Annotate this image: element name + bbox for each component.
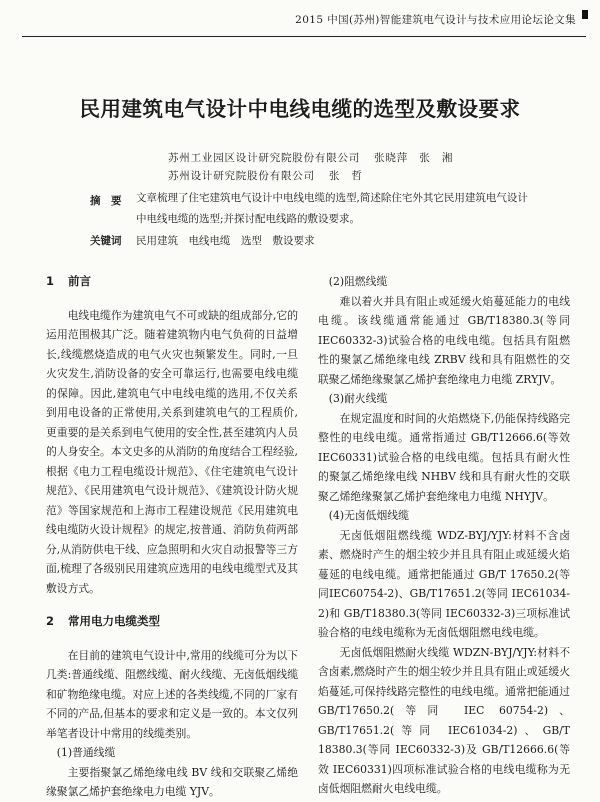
subsection-title: (3)耐火线缆 bbox=[328, 392, 388, 405]
header-mark bbox=[582, 10, 588, 19]
paragraph: 难以着火并具有阻止或延缓火焰蔓延能力的电线电缆。该线缆通常能通过 GB/T18380.3(等同IEC60332-3)试验合格的电线电缆。包括具有阻燃性的聚氯乙烯绝缘电线 ZRBV 线和具有阻燃性的交联聚乙烯绝缘聚氯乙烯护套绝缘电力电缆 ZRYJV。 bbox=[318, 294, 570, 386]
paragraph: 电线电缆作为建筑电气不可或缺的组成部分,它的运用范围极其广泛。随着建筑物内电气负荷的日益增长,线缆燃烧造成的电气火灾也频繁发生。同时,一旦火灾发生,消防设备的安全可靠运行,也需要电线电缆的保障。因此,建筑电气中电线电缆的选用,不仅关系到用电设备的正常使用,关系到建筑电气的工程质价,更重要的是关系到电气使用的安全性,甚至建筑内人员的人身安全。本文史多的从消防的角度结合工程经验,根据《电力工程电缆设计规范》、《住宅建筑电气设计规范》、《民用建筑电气设计规范》、《建筑设计防火规范》等国家规范和上海市工程建设规范《民用建筑电线电缆防火设计规程》的规定,按普通、消防负荷两部分,从消防供电干线、应急照明和火灾自动报警等三方面,梳理了各级别民用建筑应选用的电线电缆型式及其敷设方式。 bbox=[46, 308, 298, 595]
running-header: 2015 中国(苏州)智能建筑电气设计与技术应用论坛论文集 bbox=[295, 14, 576, 26]
affiliation-authors: 张 哲 bbox=[328, 170, 363, 182]
paragraph: 无卤低烟阻燃线缆 WDZ-BYJ/YJY:材料不含卤素、燃烧时产生的烟尘较少并且具有阻止或延缓火焰蔓延的电线电缆。通常把能通过 GB/T 17650.2(等同IEC60754-2)、GB/T17651.2(等同 IEC61034-2)和 GB/T18380.3(等同 IEC60332-3)三项标准试验合格的电线电缆称为无卤低烟阻燃电线电缆。 bbox=[318, 528, 570, 639]
abstract-label: 摘 要 bbox=[90, 195, 122, 207]
section-number: 2 bbox=[46, 614, 55, 628]
section-title: 常用电力电缆类型 bbox=[68, 614, 160, 628]
affiliation-org: 苏州工业园区设计研究院股份有限公司 bbox=[168, 152, 361, 164]
keywords-text: 民用建筑 电线电缆 选型 敷设要求 bbox=[136, 235, 315, 247]
paragraph: 在规定温度和时间的火焰燃烧下,仍能保持线路完整性的电线电缆。通常指通过 GB/T12666.6(等效IEC60331)试验合格的电线电缆。包括具有耐火性的聚氯乙烯绝缘电线 NHBV 线和具有耐火性的交联聚乙烯绝缘聚氯乙烯护套绝缘电力电缆 NHYJV。 bbox=[318, 411, 570, 503]
keywords-label: 关键词 bbox=[90, 235, 122, 247]
paragraph: 无卤低烟阻燃耐火线缆 WDZN-BYJ/YJY:材料不含卤素,燃烧时产生的烟尘较少并且具有阻止或延缓火焰蔓延,可保持线路完整性的电线电缆。通常把能通过 GB/T17650.2(等同 IEC 60754-2)、GB/T17651.2(等同 IEC61034-2)、GB/T 18380.3(等同 IEC60332-3)及 GB/T12666.6(等效 IEC60331)四项标准试验合格的电线电缆称为无卤低烟阻燃耐火电线电缆。 bbox=[318, 645, 570, 795]
subsection-title: (4)无卤低烟线缆 bbox=[328, 509, 409, 522]
section-heading bbox=[46, 272, 298, 292]
article-title: 民用建筑电气设计中电线电缆的选型及敷设要求 bbox=[79, 97, 521, 121]
subsection-title: (2)阻燃线缆 bbox=[328, 275, 388, 288]
affiliation-org: 苏州设计研究院股份有限公司 bbox=[168, 170, 315, 182]
section-title: 前言 bbox=[68, 274, 91, 288]
affiliation-2 bbox=[168, 168, 363, 183]
abstract-text: 文章梳理了住宅建筑电气设计中电线电缆的选型,简述除住宅外其它民用建筑电气设计中电线电缆的选型;并探讨配电线路的敷设要求。 bbox=[136, 192, 528, 225]
affiliation-authors: 张晓萍 张 湘 bbox=[374, 152, 454, 164]
header-divider bbox=[22, 36, 586, 37]
left-column bbox=[46, 272, 298, 802]
subsection-title: (1)普通线缆 bbox=[56, 746, 116, 759]
paragraph: 主要指聚氯乙烯绝缘电线 BV 线和交联聚乙烯绝缘聚氯乙烯护套绝缘电力电缆 YJV。 bbox=[46, 765, 298, 798]
section-number: 1 bbox=[46, 274, 55, 288]
section-heading bbox=[46, 612, 298, 632]
right-column bbox=[318, 272, 570, 799]
paragraph: 在目前的建筑电气设计中,常用的线缆可分为以下几类:普通线缆、阻燃线缆、耐火线缆、无卤低烟线缆和矿物绝缘电缆。对应上述的各类线缆,不同的厂家有不同的产品,但基本的要求和定义是一致的。本文仅列举笔者设计中常用的线缆类别。 bbox=[46, 648, 298, 740]
affiliation-1 bbox=[168, 150, 453, 165]
